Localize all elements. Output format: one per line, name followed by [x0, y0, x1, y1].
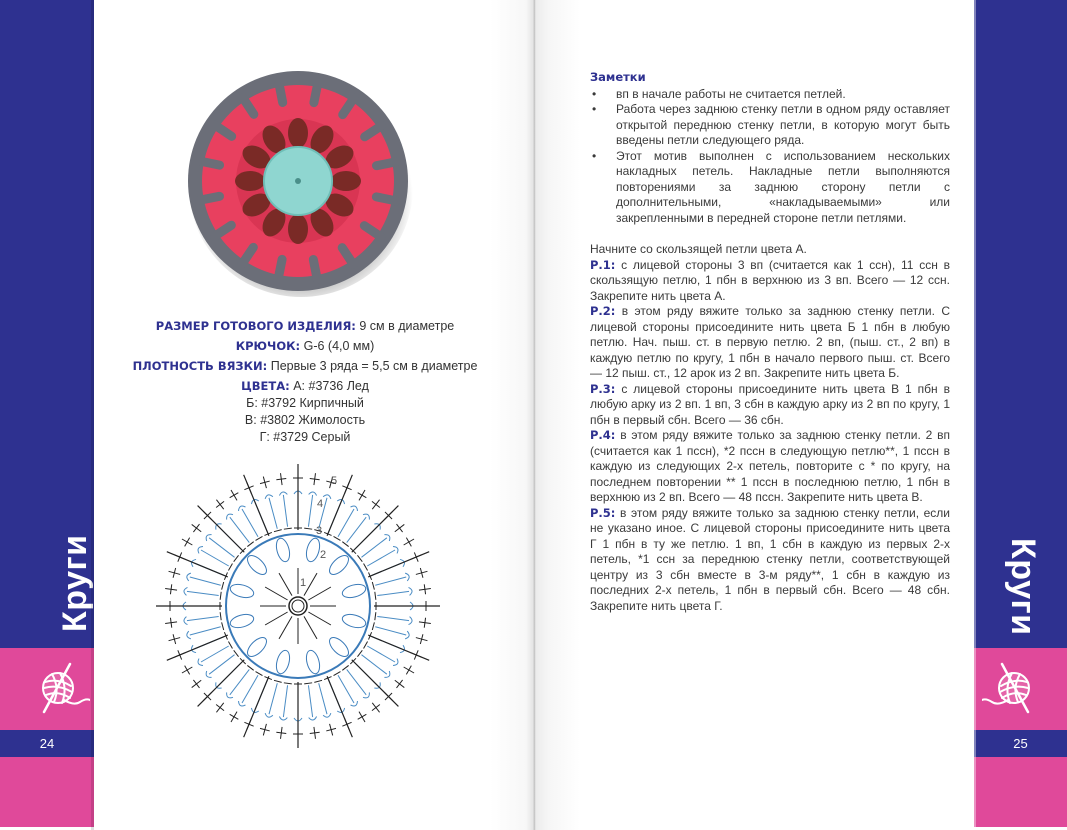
row5-post-stitch — [352, 660, 399, 707]
row4-top — [279, 717, 287, 721]
row4-stitch — [230, 669, 249, 694]
side-band-pink-bottom — [974, 757, 1067, 827]
row5-stitch-cross — [276, 478, 286, 479]
section-title-right: Круги — [1004, 538, 1042, 636]
row3-stitch — [304, 683, 312, 684]
row5-stitch-cross — [372, 501, 380, 507]
row4-top — [239, 506, 246, 511]
intro-text: Начните со скользящей петли цвета А. — [590, 242, 807, 256]
row4-top — [351, 506, 358, 511]
row5-post-stitch — [198, 506, 245, 553]
row3-stitch — [334, 536, 341, 540]
row5-stitch-cross — [230, 493, 239, 498]
row5-stitch-cross — [372, 705, 380, 711]
row4-stitch — [319, 683, 327, 714]
row4-stitch — [190, 577, 221, 585]
row4-top — [227, 692, 233, 697]
row4-stitch — [375, 577, 406, 585]
row4-top — [279, 492, 287, 496]
row5-stitch-cross — [170, 618, 171, 628]
row5-stitch-cross — [276, 732, 286, 733]
row4-stitch — [269, 683, 277, 714]
row4-top — [198, 659, 203, 666]
row-1-instruction: Р.1: с лицевой стороны 3 вп (считается как 1 ссн), 11 ссн в скользящую петлю, 1 пбн в верхнюю из 3 вп. Всего — 12 ссн. Закрепите нить цвета А. — [590, 257, 950, 303]
row4-stitch — [338, 509, 354, 537]
row5-stitch-cross — [424, 584, 425, 594]
side-band-pink-bottom — [0, 757, 94, 827]
row2-puff — [304, 649, 322, 675]
row4-top — [393, 659, 398, 666]
row4-top — [363, 692, 369, 697]
row5-stitch-cross — [230, 714, 239, 719]
row3-stitch — [372, 582, 374, 590]
chart-row-number-2: 2 — [320, 549, 327, 561]
row3-stitch — [220, 592, 221, 600]
row4-top — [384, 671, 389, 677]
row3-stitch — [222, 582, 224, 590]
row3-stitch — [247, 665, 253, 670]
row5-post-stitch — [352, 506, 399, 553]
row5-stitch-cross — [170, 584, 171, 594]
motif-photo — [185, 65, 413, 297]
row3-stitch — [375, 592, 376, 600]
row1-stitch — [279, 573, 292, 596]
row4-top — [309, 492, 317, 496]
row3-stitch — [228, 564, 232, 571]
row5-stitch-cross — [358, 714, 367, 719]
row4-top — [409, 617, 413, 625]
crochet-chart — [150, 458, 450, 758]
yarn-ball-icon — [30, 660, 90, 720]
row3-stitch — [342, 542, 348, 547]
row3-stitch — [334, 672, 341, 676]
row4-top — [184, 587, 188, 595]
row4-stitch — [187, 616, 219, 620]
row3-stitch — [284, 683, 292, 684]
front-post-stitch — [279, 83, 283, 103]
puff-stitch — [288, 118, 308, 148]
yarn-color-d: Г: #3729 Серый — [259, 430, 351, 444]
row4-stitch — [367, 646, 395, 662]
row4-stitch — [242, 509, 258, 537]
row2-puff — [229, 612, 255, 630]
yarn-color-b: Б: #3792 Кирпичный — [246, 396, 364, 410]
row3-stitch — [247, 542, 253, 547]
row2-puff — [274, 649, 292, 675]
row4-top — [309, 717, 317, 721]
row3-stitch — [274, 530, 282, 532]
row3-stitch — [357, 555, 362, 561]
row4-stitch — [187, 591, 219, 595]
row1-stitch — [308, 587, 331, 600]
row2-puff — [341, 582, 367, 600]
front-post-stitch — [314, 83, 318, 103]
row1-stitch — [265, 587, 288, 600]
row3-stitch — [314, 680, 322, 682]
row-5-instruction: Р.5: в этом ряду вяжите только за заднюю стенку петли, если не указано иное. С лицевой стороны присоедините нить цвета Г 1 пбн в ту же петлю. 1 вп, 1 сбн в каждую из первых 2-х петель, *1 ссн за переднюю стенку петли, соответствующей центру из 3 сбн вместе в 3-м ряду**, 1 сбн в каждую из последних 2-х петель, 1 пбн в первый сбн. Всего — 48 сбн. Закрепите нить цвета Г. — [590, 505, 950, 613]
spec-size: РАЗМЕР ГОТОВОГО ИЗДЕЛИЯ: 9 см в диаметре — [155, 319, 455, 333]
row4-top — [384, 535, 389, 541]
row4-stitch — [190, 627, 221, 635]
magic-ring-inner — [292, 600, 304, 612]
chart-row-number-4: 4 — [317, 498, 324, 510]
note-item: • вп в начале работы не считается петлей. — [590, 87, 950, 103]
row4-top — [409, 587, 413, 595]
chart-row-number-3: 3 — [316, 525, 323, 537]
front-post-stitch — [278, 259, 282, 279]
notes-heading: Заметки — [590, 70, 646, 84]
row5-stitch-cross — [406, 538, 411, 547]
row5-stitch-cross — [424, 618, 425, 628]
row4-stitch — [347, 517, 366, 542]
row5-stitch-cross — [397, 680, 403, 688]
right-side-tab — [974, 0, 1067, 830]
row5-stitch-cross — [193, 524, 199, 532]
book-gutter — [490, 0, 580, 830]
row4-stitch — [201, 550, 229, 566]
front-post-stitch — [313, 260, 317, 280]
row5-stitch-cross — [193, 680, 199, 688]
row3-stitch — [372, 622, 374, 630]
left-side-tab — [0, 0, 94, 830]
row-4-instruction: Р.4: в этом ряду вяжите только за заднюю стенку петли. 2 вп (считается как 1 пссн), *2 пссн в следующую петлю**, 1 пссн в каждую из следующих 2-х петель, повторите с * по кругу, на последнем повторении ** 1 пссн в последнюю петлю, 1 пбн в верхнюю из 2 вп. Всего — 48 пссн. Закрепите нить цвета В. — [590, 428, 950, 504]
row2-puff — [326, 634, 351, 659]
note-item: • Работа через заднюю стенку петли в одном ряду оставляет открытой переднюю стенку петли, в которую могут быть введены петли следующего ряда. — [590, 102, 950, 149]
row1-stitch — [279, 616, 292, 639]
row3-stitch — [342, 665, 348, 670]
row4-stitch — [375, 627, 406, 635]
row4-top — [239, 701, 246, 706]
project-specs — [110, 318, 500, 446]
row4-top — [206, 535, 211, 541]
row4-stitch — [377, 591, 409, 595]
row3-stitch — [284, 528, 292, 529]
row4-stitch — [283, 495, 287, 527]
row3-stitch — [228, 642, 232, 649]
row3-stitch — [234, 650, 239, 656]
row2-chain-ring — [226, 534, 370, 678]
row4-stitch — [209, 538, 234, 557]
row3-stitch — [357, 650, 362, 656]
chart-row-number-5: 5 — [331, 475, 338, 487]
row4-stitch — [347, 669, 366, 694]
row4-stitch — [361, 655, 386, 674]
row4-stitch — [338, 675, 354, 703]
row5-post-stitch — [198, 660, 245, 707]
chart-row-number-1: 1 — [300, 577, 307, 589]
row3-stitch — [234, 555, 239, 561]
row5-stitch-cross — [397, 524, 403, 532]
yarn-color-c: В: #3802 Жимолость — [244, 413, 366, 427]
row3-stitch — [304, 528, 312, 529]
row5-stitch-cross — [216, 501, 224, 507]
row-2-instruction: Р.2: в этом ряду вяжите только за заднюю стенку петли. С лицевой стороны присоедините нить цвета Б 1 пбн в любую петлю. Нач. пыш. ст. в первую петлю. 2 вп, (пыш. ст., 2 вп) в каждую петлю по кругу, 1 пбн в начало первого пыш. ст. Всего — 12 пыш. ст., 12 арок из 2 вп. Закрепите нить цвета Б. — [590, 304, 950, 380]
row4-stitch — [367, 550, 395, 566]
spec-colors: ЦВЕТА: А: #3736 Лед — [241, 379, 369, 393]
row1-stitch — [304, 616, 317, 639]
row4-stitch — [230, 517, 249, 542]
pattern-instructions — [590, 70, 950, 614]
row5-stitch-cross — [310, 478, 320, 479]
row4-stitch — [242, 675, 258, 703]
puff-stitch — [288, 214, 308, 244]
row3-stitch — [274, 680, 282, 682]
row4-top — [363, 514, 369, 519]
row4-top — [198, 547, 203, 554]
spec-hook: КРЮЧОК: G-6 (4,0 мм) — [235, 339, 375, 353]
row4-top — [184, 617, 188, 625]
puff-stitch — [235, 171, 265, 191]
row4-top — [351, 701, 358, 706]
row4-stitch — [308, 685, 312, 717]
row3-stitch — [256, 536, 263, 540]
row4-stitch — [201, 646, 229, 662]
row4-stitch — [209, 655, 234, 674]
page-number-right: 25 — [974, 730, 1067, 757]
row5-stitch-cross — [358, 493, 367, 498]
section-title-left: Круги — [56, 534, 94, 632]
puff-stitch — [331, 171, 361, 191]
row4-top — [206, 671, 211, 677]
row2-puff — [274, 537, 292, 563]
row3-stitch — [364, 642, 368, 649]
note-item: • Этот мотив выполнен с использованием нескольких накладных петель. Накладные петли выполняются повторениями за заднюю сторону петли с дополнительными, «накладываемыми» или закрепленными в передней стороне петли петлями. — [590, 149, 950, 227]
row3-stitch — [220, 612, 221, 620]
front-post-stitch — [200, 196, 220, 200]
front-post-stitch — [377, 162, 397, 166]
row5-stitch-cross — [310, 732, 320, 733]
row2-puff — [244, 634, 269, 659]
row1-stitch — [265, 612, 288, 625]
row4-stitch — [269, 498, 277, 529]
row5-stitch-cross — [216, 705, 224, 711]
row5-stitch-cross — [185, 538, 190, 547]
notes-list — [590, 87, 950, 227]
row4-stitch — [308, 495, 312, 527]
row4-stitch — [283, 685, 287, 717]
row2-puff — [326, 552, 351, 577]
row1-stitch — [308, 612, 331, 625]
row3-stitch — [364, 564, 368, 571]
row5-stitch-cross — [406, 666, 411, 675]
page-number-left: 24 — [0, 730, 94, 757]
row2-puff — [229, 582, 255, 600]
front-post-stitch — [376, 197, 396, 201]
row2-puff — [341, 612, 367, 630]
spec-gauge: ПЛОТНОСТЬ ВЯЗКИ: Первые 3 ряда = 5,5 см в диаметре — [132, 359, 478, 373]
row3-stitch — [256, 672, 263, 676]
row5-stitch-cross — [185, 666, 190, 675]
row4-stitch — [377, 616, 409, 620]
row4-stitch — [361, 538, 386, 557]
row2-puff — [244, 552, 269, 577]
row3-stitch — [222, 622, 224, 630]
front-post-stitch — [200, 161, 220, 165]
row4-top — [227, 514, 233, 519]
row-3-instruction: Р.3: с лицевой стороны присоедините нить цвета В 1 пбн в любую арку из 2 вп. 1 вп, 3 сбн в каждую арку из 2 вп по кругу, 1 пбн в первый сбн. Всего — 36 сбн. — [590, 381, 950, 427]
yarn-ball-icon — [982, 660, 1042, 720]
row3-stitch — [375, 612, 376, 620]
row4-top — [393, 547, 398, 554]
